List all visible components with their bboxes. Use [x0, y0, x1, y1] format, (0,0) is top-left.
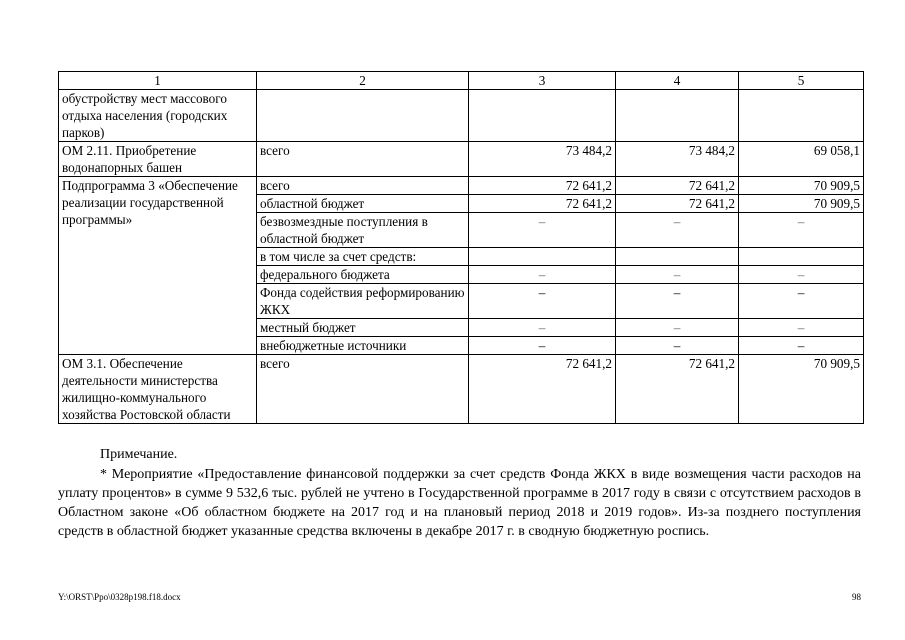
funding-source-cell: местный бюджет: [257, 319, 469, 337]
value-cell: 69 058,1: [739, 142, 864, 177]
note-title: Примечание.: [100, 447, 178, 462]
value-cell: 72 641,2: [616, 355, 739, 424]
value-cell: 70 909,5: [739, 177, 864, 195]
funding-source-cell: безвозмездные поступления в областной бюджет: [257, 213, 469, 248]
value-cell: [616, 90, 739, 142]
activity-name-cell: ОМ 3.1. Обеспечение деятельности министерства жилищно-коммунального хозяйства Ростовской области: [59, 355, 257, 424]
value-cell: –: [469, 337, 616, 355]
page-number: 98: [852, 592, 861, 602]
table-row: [59, 142, 864, 177]
value-cell: –: [616, 319, 739, 337]
value-cell: –: [616, 266, 739, 284]
table-header-row: [59, 72, 864, 90]
funding-source-cell: [257, 90, 469, 142]
value-cell: [616, 248, 739, 266]
value-cell: –: [739, 319, 864, 337]
value-cell: –: [739, 284, 864, 319]
funding-source-cell: всего: [257, 177, 469, 195]
value-cell: 72 641,2: [469, 355, 616, 424]
value-cell: –: [469, 266, 616, 284]
value-cell: [739, 90, 864, 142]
value-cell: –: [469, 284, 616, 319]
funding-source-cell: федерального бюджета: [257, 266, 469, 284]
funding-source-cell: внебюджетные источники: [257, 337, 469, 355]
value-cell: 72 641,2: [616, 177, 739, 195]
activity-name-cell: ОМ 2.11. Приобретение водонапорных башен: [59, 142, 257, 177]
file-path: Y:\ORST\Ppo\0328p198.f18.docx: [58, 592, 181, 602]
header-cell: 4: [616, 72, 739, 90]
value-cell: –: [616, 284, 739, 319]
funding-source-cell: всего: [257, 355, 469, 424]
value-cell: –: [469, 319, 616, 337]
value-cell: 70 909,5: [739, 355, 864, 424]
budget-table: [58, 71, 864, 424]
value-cell: –: [616, 213, 739, 248]
funding-source-cell: всего: [257, 142, 469, 177]
value-cell: [739, 248, 864, 266]
value-cell: –: [739, 213, 864, 248]
table-row: [59, 355, 864, 424]
value-cell: –: [739, 337, 864, 355]
value-cell: 70 909,5: [739, 195, 864, 213]
value-cell: 73 484,2: [469, 142, 616, 177]
value-cell: 72 641,2: [616, 195, 739, 213]
header-cell: 5: [739, 72, 864, 90]
table-row: [59, 90, 864, 142]
value-cell: 72 641,2: [469, 195, 616, 213]
header-cell: 2: [257, 72, 469, 90]
activity-name-cell: обустройству мест массового отдыха населения (городских парков): [59, 90, 257, 142]
value-cell: [469, 90, 616, 142]
value-cell: 72 641,2: [469, 177, 616, 195]
header-cell: 3: [469, 72, 616, 90]
funding-source-cell: Фонда содействия реформированию ЖКХ: [257, 284, 469, 319]
value-cell: –: [616, 337, 739, 355]
value-cell: –: [469, 213, 616, 248]
value-cell: [469, 248, 616, 266]
header-cell: 1: [59, 72, 257, 90]
funding-source-cell: в том числе за счет средств:: [257, 248, 469, 266]
value-cell: 73 484,2: [616, 142, 739, 177]
funding-source-cell: областной бюджет: [257, 195, 469, 213]
activity-name-cell: Подпрограмма 3 «Обеспечение реализации государственной программы»: [59, 177, 257, 355]
note-body: * Мероприятие «Предоставление финансовой поддержки за счет средств Фонда ЖКХ в виде возмещения части расходов на уплату процентов» в сумме 9 532,6 тыс. рублей не учтено в Государственной программе в 2017 году в связи с отсутствием расходов в Областном законе «Об областном бюджете на 2017 год и на плановый период 2018 и 2019 годов». Из-за позднего поступления средств в областной бюджет указанные средства включены в декабре 2017 г. в сводную бюджетную роспись.: [58, 467, 861, 539]
value-cell: –: [739, 266, 864, 284]
table-row: [59, 177, 864, 195]
